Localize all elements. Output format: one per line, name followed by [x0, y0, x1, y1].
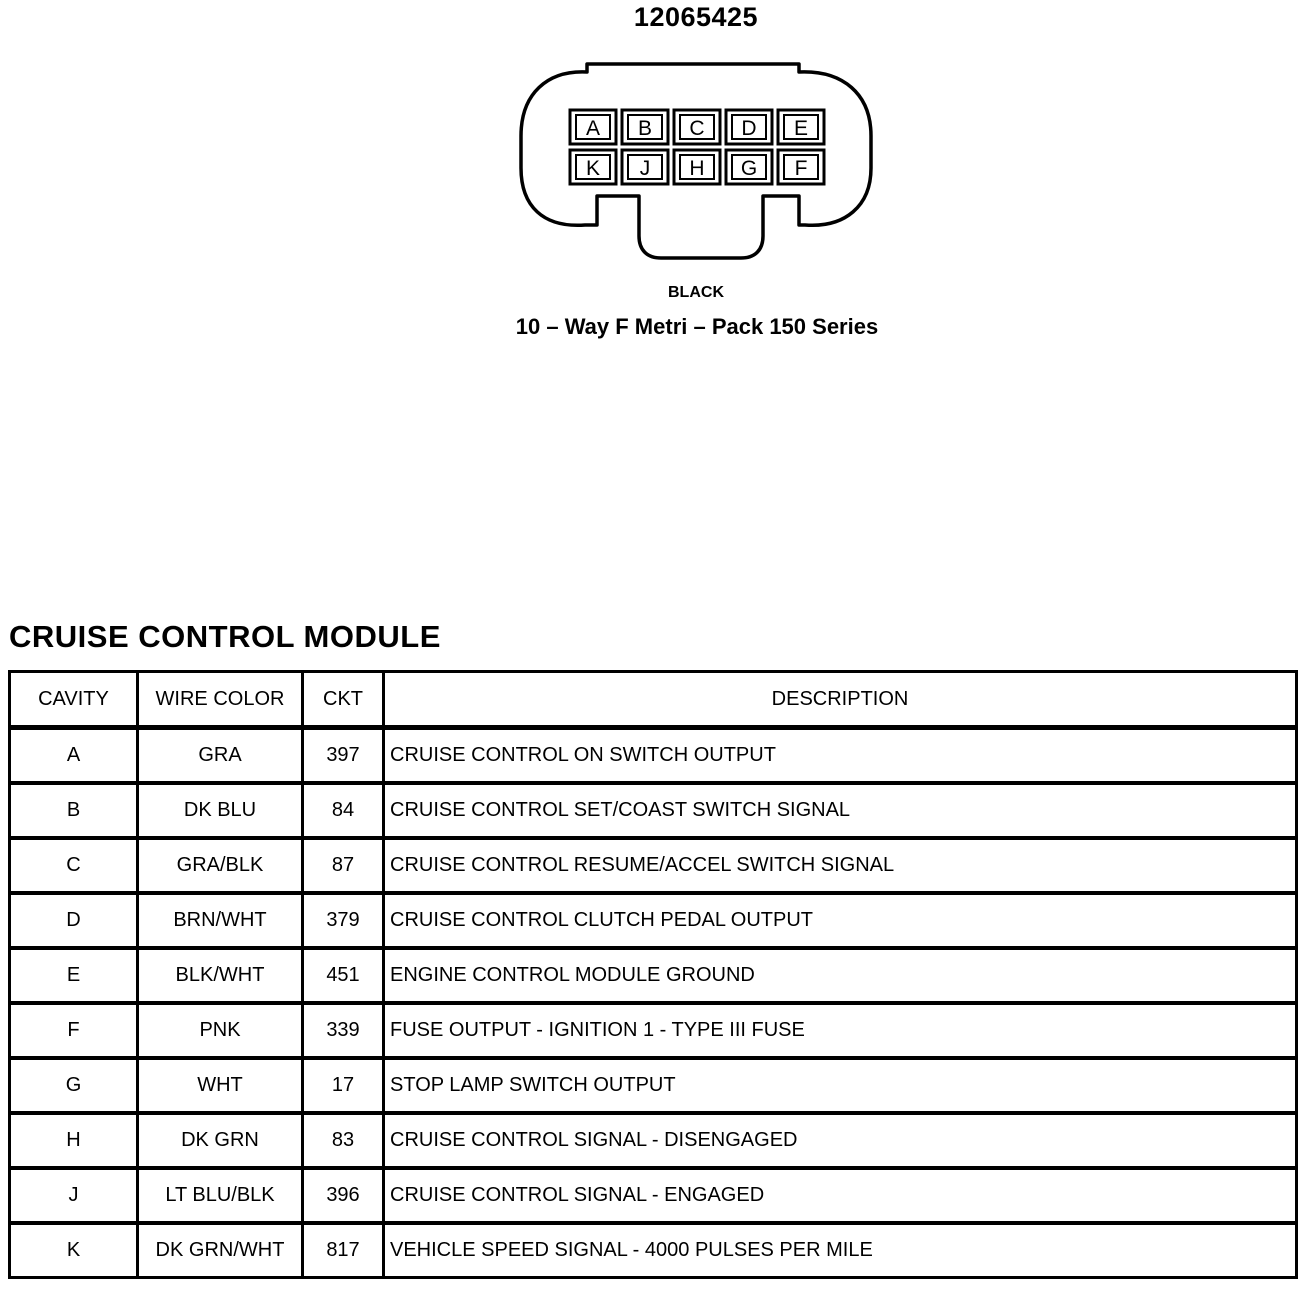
cell-ckt: 817	[303, 1223, 384, 1278]
pin-row-top	[570, 110, 824, 144]
cell-ckt: 83	[303, 1113, 384, 1168]
cell-cavity: E	[10, 948, 138, 1003]
table-row	[10, 893, 1297, 948]
connector-color-label: BLACK	[668, 284, 724, 301]
cell-wire-color: WHT	[138, 1058, 303, 1113]
table-body	[10, 728, 1297, 1278]
cell-wire-color: PNK	[138, 1003, 303, 1058]
cell-cavity: J	[10, 1168, 138, 1223]
cell-ckt: 87	[303, 838, 384, 893]
cell-cavity: H	[10, 1113, 138, 1168]
cell-description: CRUISE CONTROL RESUME/ACCEL SWITCH SIGNAL	[384, 838, 1297, 893]
pin-label-k: K	[585, 157, 601, 180]
cell-cavity: D	[10, 893, 138, 948]
cell-description: STOP LAMP SWITCH OUTPUT	[384, 1058, 1297, 1113]
pin-label-g: G	[740, 157, 758, 180]
pin-label-b: B	[637, 117, 653, 140]
header-ckt: CKT	[303, 672, 384, 728]
cell-ckt: 379	[303, 893, 384, 948]
cell-cavity: B	[10, 783, 138, 838]
cell-cavity: A	[10, 728, 138, 784]
table-row	[10, 1168, 1297, 1223]
cell-wire-color: GRA	[138, 728, 303, 784]
table-row	[10, 783, 1297, 838]
cell-cavity: K	[10, 1223, 138, 1278]
cell-cavity: G	[10, 1058, 138, 1113]
cell-description: CRUISE CONTROL CLUTCH PEDAL OUTPUT	[384, 893, 1297, 948]
pin-label-e: E	[793, 117, 809, 140]
table-row	[10, 1003, 1297, 1058]
cell-ckt: 339	[303, 1003, 384, 1058]
cell-wire-color: DK GRN/WHT	[138, 1223, 303, 1278]
cell-description: CRUISE CONTROL SIGNAL - DISENGAGED	[384, 1113, 1297, 1168]
pin-row-bottom	[570, 150, 824, 184]
cell-wire-color: BRN/WHT	[138, 893, 303, 948]
table-row	[10, 1223, 1297, 1278]
pin-label-a: A	[585, 117, 601, 140]
table-row	[10, 1058, 1297, 1113]
pin-label-f: F	[794, 157, 808, 180]
cell-wire-color: BLK/WHT	[138, 948, 303, 1003]
cell-description: FUSE OUTPUT - IGNITION 1 - TYPE III FUSE	[384, 1003, 1297, 1058]
cell-wire-color: GRA/BLK	[138, 838, 303, 893]
cell-description: CRUISE CONTROL SIGNAL - ENGAGED	[384, 1168, 1297, 1223]
pin-label-c: C	[689, 117, 705, 140]
cell-wire-color: DK BLU	[138, 783, 303, 838]
cell-wire-color: DK GRN	[138, 1113, 303, 1168]
table-row	[10, 1113, 1297, 1168]
pin-label-j: J	[639, 157, 651, 180]
cell-ckt: 17	[303, 1058, 384, 1113]
cell-ckt: 397	[303, 728, 384, 784]
cell-ckt: 451	[303, 948, 384, 1003]
pin-label-d: D	[741, 117, 757, 140]
cell-description: CRUISE CONTROL ON SWITCH OUTPUT	[384, 728, 1297, 784]
cell-ckt: 84	[303, 783, 384, 838]
table-row	[10, 838, 1297, 893]
cell-wire-color: LT BLU/BLK	[138, 1168, 303, 1223]
part-number: 12065425	[633, 2, 759, 32]
module-title: CRUISE CONTROL MODULE	[9, 619, 441, 654]
cell-cavity: F	[10, 1003, 138, 1058]
table-header-row	[10, 672, 1297, 728]
header-cavity: CAVITY	[10, 672, 138, 728]
connector-type-label: 10 – Way F Metri – Pack 150 Series	[515, 314, 879, 339]
cell-cavity: C	[10, 838, 138, 893]
cell-description: CRUISE CONTROL SET/COAST SWITCH SIGNAL	[384, 783, 1297, 838]
connector-diagram	[515, 58, 877, 264]
table-row	[10, 948, 1297, 1003]
cell-description: VEHICLE SPEED SIGNAL - 4000 PULSES PER MILE	[384, 1223, 1297, 1278]
table-row	[10, 728, 1297, 784]
cell-ckt: 396	[303, 1168, 384, 1223]
header-wire-color: WIRE COLOR	[138, 672, 303, 728]
pinout-table	[8, 670, 1298, 1279]
pin-label-h: H	[689, 157, 705, 180]
header-description: DESCRIPTION	[384, 672, 1297, 728]
cell-description: ENGINE CONTROL MODULE GROUND	[384, 948, 1297, 1003]
